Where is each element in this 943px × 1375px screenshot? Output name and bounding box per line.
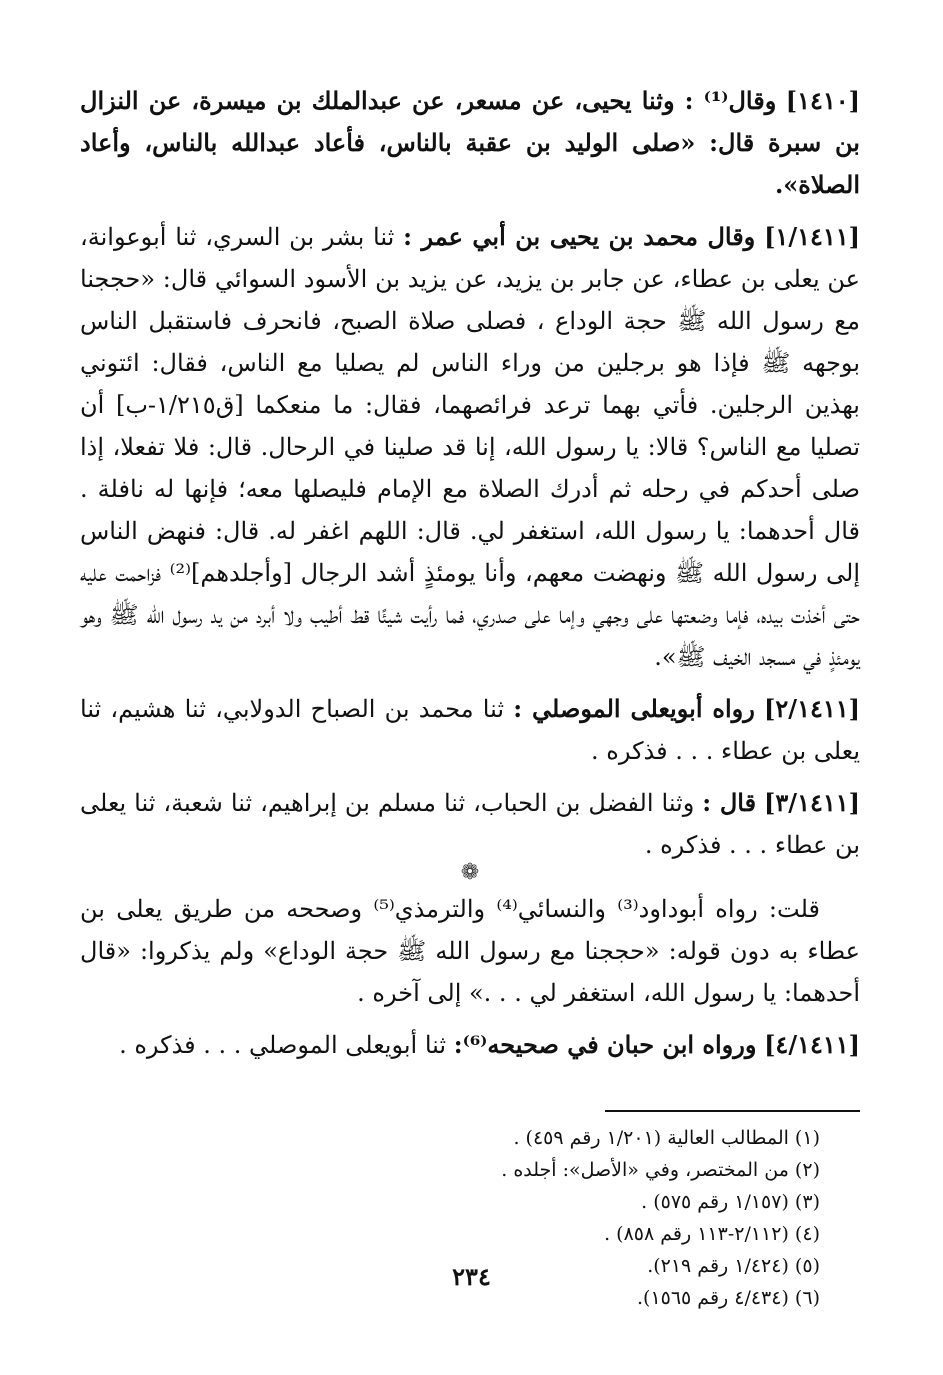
hadith-number: [١/١٤١١] (764, 222, 860, 251)
commentary-text: قلت: رواه أبوداود⁽³⁾ والنسائي⁽⁴⁾ والترمذي⁽⁵⁾ وصححه من طريق يعلى بن عطاء به دون قوله: «حججنا مع رسول الله ﷺ حجة الوداع» ولم يذكروا: «قال أحدهما: يا رسول الله، استغفر لي . . .» إلى آخره . (80, 895, 860, 1007)
footnote-5: (٥) (١/٤٢٤ رقم ٢١٩). (647, 1255, 820, 1277)
footnote-3: (٣) (١/١٥٧ رقم ٥٧٥) . (641, 1191, 820, 1213)
hadith-number: [١٤١٠] (785, 86, 860, 115)
hadith-chain-lead: وقال محمد بن يحيى بن أبي عمر : (403, 222, 756, 251)
footnote-1: (١) المطالب العالية (١/٢٠١ رقم ٤٥٩) . (513, 1127, 820, 1149)
paragraph-1411-2 (80, 688, 860, 772)
footnote-divider (605, 1110, 860, 1112)
hadith-text: وثنا الفضل بن الحباب، ثنا مسلم بن إبراهيم، ثنا شعبة، ثنا يعلى بن عطاء . . . فذكره . (80, 789, 860, 859)
paragraph-1411-3 (80, 782, 860, 866)
footnote-2: (٢) من المختصر، وفي «الأصل»: أجلده . (501, 1159, 820, 1181)
paragraph-1411-1 (80, 216, 860, 678)
hadith-chain-lead: ورواه ابن حبان في صحيحه⁽⁶⁾: (453, 1030, 757, 1059)
ornament-icon: ❁ (460, 860, 480, 885)
hadith-number: [٢/١٤١١] (764, 694, 860, 723)
page-number: ٢٣٤ (452, 1262, 491, 1291)
footnote-4: (٤) (٢/١١٢-١١٣ رقم ٨٥٨) . (604, 1223, 820, 1245)
paragraph-1411-4 (80, 1024, 860, 1066)
page-body (80, 80, 860, 1314)
paragraph-1410 (80, 80, 860, 206)
hadith-text: وقال⁽¹⁾ : وثنا يحيى، عن مسعر، عن عبدالملك بن ميسرة، عن النزال بن سبرة قال: «صلى الوليد بن عقبة بالناس، فأعاد عبدالله بالناس، وأعاد الصلاة». (80, 86, 860, 199)
hadith-text: ثنا أبويعلى الموصلي . . . فذكره . (119, 1031, 447, 1059)
hadith-text: ثنا محمد بن الصباح الدولابي، ثنا هشيم، ثنا يعلى بن عطاء . . . فذكره . (80, 695, 860, 765)
hadith-chain-lead: قال : (702, 788, 757, 817)
footnote-6: (٦) (٤/٤٣٤ رقم ١٥٦٥). (636, 1287, 820, 1309)
hadith-chain-lead: رواه أبويعلى الموصلي : (513, 694, 755, 723)
hadith-number: [٣/١٤١١] (764, 788, 860, 817)
hadith-number: [٤/١٤١١] (764, 1030, 860, 1059)
hadith-text: ثنا بشر بن السري، ثنا أبوعوانة، عن يعلى بن عطاء، عن جابر بن يزيد، عن يزيد بن الأسود السوائي قال: «حججنا مع رسول الله ﷺ حجة الوداع ، فصلى صلاة الصبح، فانحرف فاستقبل الناس بوجهه ﷺ فإذا هو برجلين من وراء الناس لم يصليا مع الناس، فقال: ائتوني بهذين الرجلين. فأتي بهما ترعد فرائصهما، فقال: ما منعكما [ق١/٢١٥-ب] أن تصليا مع الناس؟ قالا: يا رسول الله، إنا قد صلينا في الرحال. قال: فلا تفعلا، إذا صلى أحدكم في رحله ثم أدرك الصلاة مع الإمام فليصلها معه؛ فإنها له نافلة . قال أحدهما: يا رسول الله، استغفر لي. قال: اللهم اغفر له. قال: فنهض الناس إلى رسول الله ﷺ ونهضت معهم، وأنا يومئذٍ أشد الرجال [وأجلدهم]⁽²⁾ فزاحمت عليه حتى أخذت بيده، فإما وضعتها على وجهي وإما على صدري، فما رأيت شيئًا قط أطيب ولا أبرد من يد رسول الله ﷺ وهو يومئذٍ في مسجد الخيف ﷺ». (80, 223, 861, 671)
commentary-paragraph (80, 888, 860, 1014)
